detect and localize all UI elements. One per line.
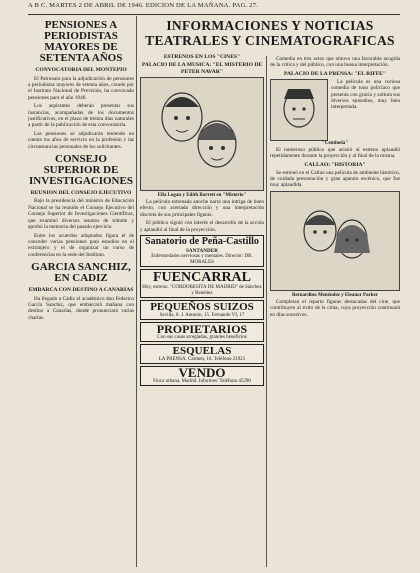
illustration-sketch bbox=[270, 191, 400, 291]
portrait-drawing-icon bbox=[147, 82, 257, 186]
ad-esquelas: ESQUELAS LA PRENSA. Carmen, 16. Teléfono 21921 bbox=[140, 344, 264, 364]
review-paragraph: El público siguió con interés el desarrollo de la acción y aplaudió al final de la proyección. bbox=[140, 220, 264, 233]
middle-column bbox=[140, 52, 264, 569]
left-column bbox=[28, 16, 134, 569]
ad-propietarios: PROPIETARIOS Con sus casas arregladas, grandes beneficios bbox=[140, 322, 264, 342]
review-paragraph: La película es una curiosa comedia de tono policíaco que presenta con gracia y soltura sus diversos episodios, muy bien interpretada. bbox=[331, 78, 400, 111]
review-paragraph: La película estrenada anoche narra una intriga de buen efecto, con acertada dirección y una interpretación discreta de sus principales figuras. bbox=[140, 199, 264, 218]
article-paragraph: Las pensiones se adjudicarán teniendo en cuenta los años de servicio en la profesión y las circunstancias personales de los solicitantes. bbox=[28, 130, 134, 150]
review-title: PALACIO DE LA PRENSA: "EL RIFFE" bbox=[284, 70, 386, 77]
review-subtitle: PALACIO DE LA MUSICA: "EL MISTERIO DE PETER NAVAR" bbox=[141, 62, 263, 75]
illustration-caption: Ella Logan y Edith Barrett en "Misterio" bbox=[157, 193, 247, 198]
caricature-icon bbox=[274, 83, 324, 137]
page-header: A B C. MARTES 2 DE ABRIL DE 1946. EDICION DE LA MAÑANA. PAG. 27. bbox=[28, 2, 400, 15]
article-paragraph: Los aspirantes deberán presentar sus instancias, acompañadas de los documentos justificativos, en el plazo de treinta días naturales a partir de la publicación de esta convocatoria. bbox=[28, 103, 134, 129]
ad-vendo: VENDO Finca urbana. Madrid. Informes: Teléfono 45290 bbox=[140, 366, 264, 386]
ad-fuencarral: FUENCARRAL Hoy, estreno. "CORDOBESITA DE MADRID" de Sánchez y Benéitez bbox=[140, 269, 264, 298]
article-subtitle: EMBARCA CON DESTINO A CANARIAS bbox=[28, 287, 134, 294]
couple-drawing-icon bbox=[280, 195, 390, 287]
illustration-caption: Bernardino Menéndez y Eleanor Parker bbox=[291, 292, 378, 298]
review-title: ESTRENOS EN LOS "CINES" bbox=[163, 54, 241, 60]
illustration-sketch bbox=[270, 79, 328, 141]
column-rule bbox=[136, 16, 137, 567]
section-banner: INFORMACIONES Y NOTICIAS TEATRALES Y CINEMATOGRAFICAS bbox=[145, 18, 395, 48]
article-title-garcia: GARCIA SANCHIZ, EN CADIZ bbox=[31, 261, 131, 285]
review-title: CALLAO: "HISTORIA" bbox=[304, 161, 366, 168]
right-column bbox=[270, 56, 400, 569]
article-title-consejo: CONSEJO SUPERIOR DE INVESTIGACIONES bbox=[29, 152, 133, 187]
ad-sanatorio: Sanatorio de Peña-Castillo SANTANDER Enfermedades nerviosas y mentales. Director: DR. MORALES bbox=[140, 235, 264, 267]
article-title-pensiones: PENSIONES A PERIODISTAS MAYORES DE SETENTA AÑOS bbox=[39, 19, 123, 64]
ad-pequenos-suizos: PEQUEÑOS SUIZOS Sevilla, 8. J. Antonio, 15. Fernando VI, 17 bbox=[140, 300, 264, 320]
article-paragraph: Entre los acuerdos adoptados figura el de conceder varias pensiones para estudios en el extranjero y el de organizar un curso de conferencias en la sede del Instituto. bbox=[28, 232, 134, 258]
illustration-caption: "Centinela" bbox=[321, 140, 349, 146]
article-paragraph: Bajo la presidencia del ministro de Educación Nacional se ha reunido el Consejo Ejecutivo del Consejo Superior de Investigaciones Científicas, que examinó diversos asuntos de trámite y aprobó la memoria del pasado ejercicio. bbox=[28, 198, 134, 231]
column-rule bbox=[266, 56, 267, 567]
review-paragraph: Comedia en tres actos que obtuvo una favorable acogida de la crítica y del público, con una buena interpretación. bbox=[270, 56, 400, 69]
article-paragraph: El Patronato para la adjudicación de pensiones a periodistas mayores de setenta años, creado por el Instituto Nacional de Previsión, ha convocado pensiones para el año 1946. bbox=[28, 75, 134, 101]
review-paragraph: Completan el reparto figuras destacadas del cine, que contribuyen al éxito de la cinta, cuya proyección continuará en días sucesivos. bbox=[270, 298, 400, 318]
review-paragraph: El numeroso público que asistió al estreno aplaudió repetidamente durante la proyección y al final de la misma. bbox=[270, 146, 400, 160]
article-subtitle: CONVOCATORIA DEL MONTEPIO bbox=[35, 67, 127, 73]
article-paragraph: Ha llegado a Cádiz el académico don Federico García Sanchiz, que embarcará mañana con destino a Canarias, donde pronunciará varias charlas. bbox=[28, 295, 134, 321]
article-subtitle: REUNION DEL CONSEJO EJECUTIVO bbox=[30, 189, 132, 196]
review-paragraph: Se estrenó en el Callao una película de ambiente histórico, de cuidada presentación y gran aparato escénico, que fue muy aplaudida. bbox=[270, 169, 400, 189]
illustration-sketch bbox=[140, 77, 264, 191]
